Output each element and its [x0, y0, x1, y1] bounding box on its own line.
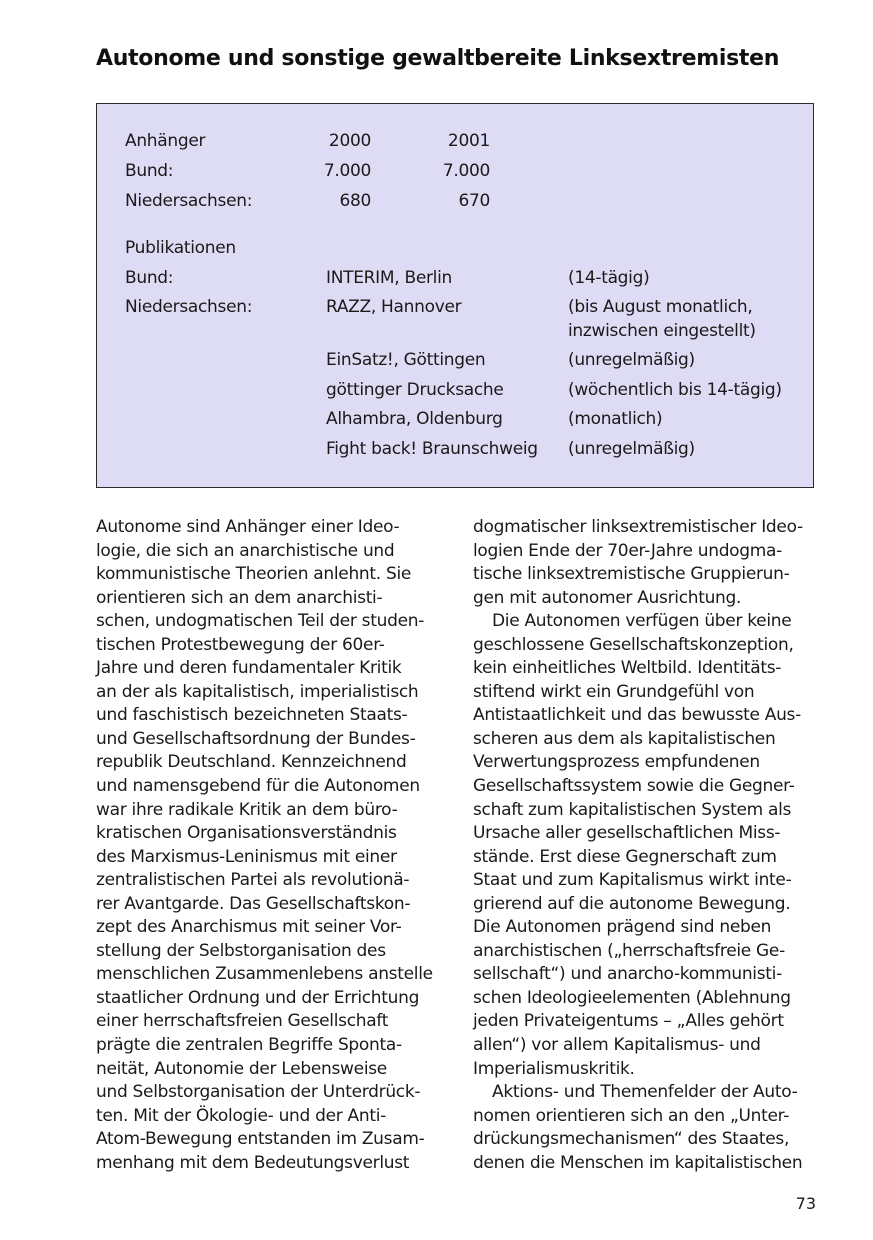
body-column-right	[473, 516, 817, 1175]
text-line: und Selbstorganisation der Unterdrück-	[96, 1082, 421, 1103]
text-line: zentralistischen Partei als revolutionä-	[96, 870, 410, 891]
text-line: und Gesellschaftsordnung der Bundes-	[96, 728, 416, 749]
bund-2000-value: 7.000	[323, 161, 371, 181]
text-line: an der als kapitalistisch, imperialistisch	[96, 681, 419, 702]
text-line: war ihre radikale Kritik an dem büro-	[96, 799, 398, 820]
publication-frequency-continued: inzwischen eingestellt)	[568, 321, 756, 341]
text-line: kratischen Organisationsverständnis	[96, 823, 397, 844]
text-line: staatlicher Ordnung und der Errichtung	[96, 987, 420, 1008]
text-line: Ursache aller gesellschaftlichen Miss-	[473, 823, 781, 844]
text-line: stiftend wirkt ein Grundgefühl von	[473, 681, 755, 702]
body-column-left	[96, 516, 440, 1175]
pub-bund-row	[97, 264, 813, 293]
pub-nds-row	[97, 405, 813, 434]
text-line: logie, die sich an anarchistische und	[96, 540, 395, 561]
text-line: tischen Protestbewegung der 60er-	[96, 634, 385, 655]
pub-nds-row-continued	[97, 317, 813, 346]
text-line: kein einheitliches Weltbild. Identitäts-	[473, 658, 782, 679]
publication-frequency: (wöchentlich bis 14-tägig)	[568, 380, 782, 400]
text-line: Die Autonomen verfügen über keine	[492, 611, 792, 632]
publication-name: INTERIM, Berlin	[326, 268, 452, 288]
publication-frequency: (unregelmäßig)	[568, 439, 695, 459]
pub-niedersachsen-label: Niedersachsen:	[125, 297, 253, 317]
text-line: Verwertungsprozess empfundenen	[473, 752, 760, 773]
text-line: denen die Menschen im kapitalistischen	[473, 1152, 803, 1173]
text-line: drückungsmechanismen“ des Staates,	[473, 1129, 790, 1150]
publication-name: Fight back! Braunschweig	[326, 439, 538, 459]
text-line: schen Ideologieelementen (Ablehnung	[473, 987, 791, 1008]
pub-bund-label: Bund:	[125, 268, 174, 288]
text-line: jeden Privateigentums – „Alles gehört	[473, 1011, 784, 1032]
publikationen-header-row	[97, 234, 813, 263]
text-line: orientieren sich an dem anarchisti-	[96, 587, 383, 608]
text-line: des Marxismus-Leninismus mit einer	[96, 846, 397, 867]
text-line: menschlichen Zusammenlebens anstelle	[96, 964, 433, 985]
text-line: Gesellschaftssystem sowie die Gegner-	[473, 776, 795, 797]
text-line: tische linksextremistische Gruppierun-	[473, 564, 790, 585]
text-line: rer Avantgarde. Das Gesellschaftskon-	[96, 893, 411, 914]
niedersachsen-label: Niedersachsen:	[125, 191, 253, 211]
bund-2001-value: 7.000	[442, 161, 490, 181]
page-title: Autonome und sonstige gewaltbereite Linksextremisten	[96, 46, 780, 71]
text-line: gen mit autonomer Ausrichtung.	[473, 587, 742, 608]
text-line: und namensgebend für die Autonomen	[96, 776, 420, 797]
text-line: allen“) vor allem Kapitalismus- und	[473, 1035, 761, 1056]
niedersachsen-2001-value: 670	[458, 191, 490, 211]
text-line: und faschistisch bezeichneten Staats-	[96, 705, 408, 726]
text-line: neität, Autonomie der Lebensweise	[96, 1058, 387, 1079]
text-line: einer herrschaftsfreien Gesellschaft	[96, 1011, 389, 1032]
text-line: grierend auf die autonome Bewegung.	[473, 893, 791, 914]
bund-row	[97, 157, 813, 186]
text-line: Antistaatlichkeit und das bewusste Aus-	[473, 705, 801, 726]
pub-nds-row	[97, 435, 813, 464]
pub-nds-row	[97, 346, 813, 375]
anhaenger-header-row	[97, 127, 813, 156]
text-line: prägte die zentralen Begriffe Sponta-	[96, 1035, 402, 1056]
text-line: logien Ende der 70er-Jahre undogma-	[473, 540, 782, 561]
publication-name: RAZZ, Hannover	[326, 297, 462, 317]
year-2001-header: 2001	[447, 131, 490, 151]
info-box	[96, 103, 814, 488]
text-line: kommunistische Theorien anlehnt. Sie	[96, 564, 412, 585]
text-line: nomen orientieren sich an den „Unter-	[473, 1105, 790, 1126]
text-line: schaft zum kapitalistischen System als	[473, 799, 792, 820]
text-line: sellschaft“) und anarcho-kommunisti-	[473, 964, 782, 985]
publication-frequency: (unregelmäßig)	[568, 350, 695, 370]
publication-frequency: (monatlich)	[568, 409, 663, 429]
publication-frequency: (bis August monatlich,	[568, 297, 753, 317]
text-line: Aktions- und Themenfelder der Auto-	[492, 1082, 798, 1103]
text-line: Atom-Bewegung entstanden im Zusam-	[96, 1129, 425, 1150]
text-line: stände. Erst diese Gegnerschaft zum	[473, 846, 777, 867]
pub-nds-row	[97, 376, 813, 405]
text-line: Jahre und deren fundamentaler Kritik	[96, 658, 402, 679]
publikationen-label: Publikationen	[125, 238, 236, 258]
text-line: geschlossene Gesellschaftskonzeption,	[473, 634, 794, 655]
text-line: Die Autonomen prägend sind neben	[473, 917, 772, 938]
text-line: Imperialismuskritik.	[473, 1058, 635, 1079]
niedersachsen-row	[97, 187, 813, 216]
publication-name: göttinger Drucksache	[326, 380, 504, 400]
text-line: Staat und zum Kapitalismus wirkt inte-	[473, 870, 792, 891]
bund-label: Bund:	[125, 161, 174, 181]
page-number: 73	[795, 1194, 816, 1213]
text-line: ten. Mit der Ökologie- und der Anti-	[96, 1105, 386, 1126]
niedersachsen-2000-value: 680	[339, 191, 371, 211]
text-line: schen, undogmatischen Teil der studen-	[96, 611, 425, 632]
text-line: zept des Anarchismus mit seiner Vor-	[96, 917, 402, 938]
publication-name: EinSatz!, Göttingen	[326, 350, 486, 370]
publication-name: Alhambra, Oldenburg	[326, 409, 503, 429]
text-line: anarchistischen („herrschaftsfreie Ge-	[473, 940, 785, 961]
publication-frequency: (14-tägig)	[568, 268, 650, 288]
text-line: menhang mit dem Bedeutungsverlust	[96, 1152, 410, 1173]
year-2000-header: 2000	[328, 131, 371, 151]
anhaenger-label: Anhänger	[125, 131, 206, 151]
text-line: republik Deutschland. Kennzeichnend	[96, 752, 407, 773]
text-line: stellung der Selbstorganisation des	[96, 940, 386, 961]
text-line: Autonome sind Anhänger einer Ideo-	[96, 517, 400, 537]
text-line: dogmatischer linksextremistischer Ideo-	[473, 517, 803, 537]
text-line: scheren aus dem als kapitalistischen	[473, 728, 776, 749]
